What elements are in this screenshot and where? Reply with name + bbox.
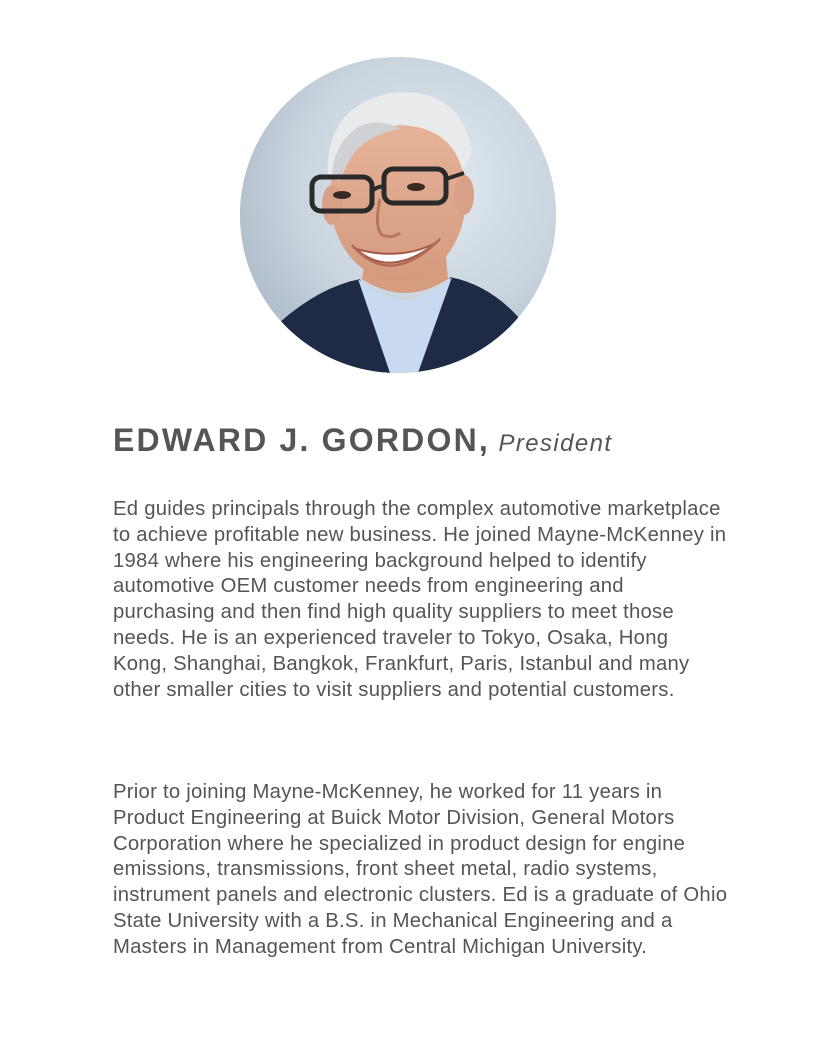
person-name: EDWARD J. GORDON, [113, 422, 490, 458]
profile-photo [240, 57, 556, 373]
portrait-photo-icon [240, 57, 556, 373]
profile-heading [113, 420, 612, 467]
bio-paragraph: Ed guides principals through the complex automotive marketplace to achieve profitable new business. He joined Mayne-McKenney in 1984 where his engineering background helped to identify automotive OEM customer needs from engineering and purchasing and then find high quality suppliers to meet those needs. He is an experienced traveler to Tokyo, Osaka, Hong Kong, Shanghai, Bangkok, Frankfurt, Paris, Istanbul and many other smaller cities to visit suppliers and potential customers. [113, 498, 727, 701]
person-title: President [498, 430, 613, 457]
bio-paragraph: Prior to joining Mayne-McKenney, he worked for 11 years in Product Engineering at Buick Motor Division, General Motors Corporation where he specialized in product design for engine emissions, transmissions, front sheet metal, radio systems, instrument panels and electronic clusters. Ed is a graduate of Ohio State University with a B.S. in Mechanical Engineering and a Masters in Management from Central Michigan University. [113, 781, 728, 958]
